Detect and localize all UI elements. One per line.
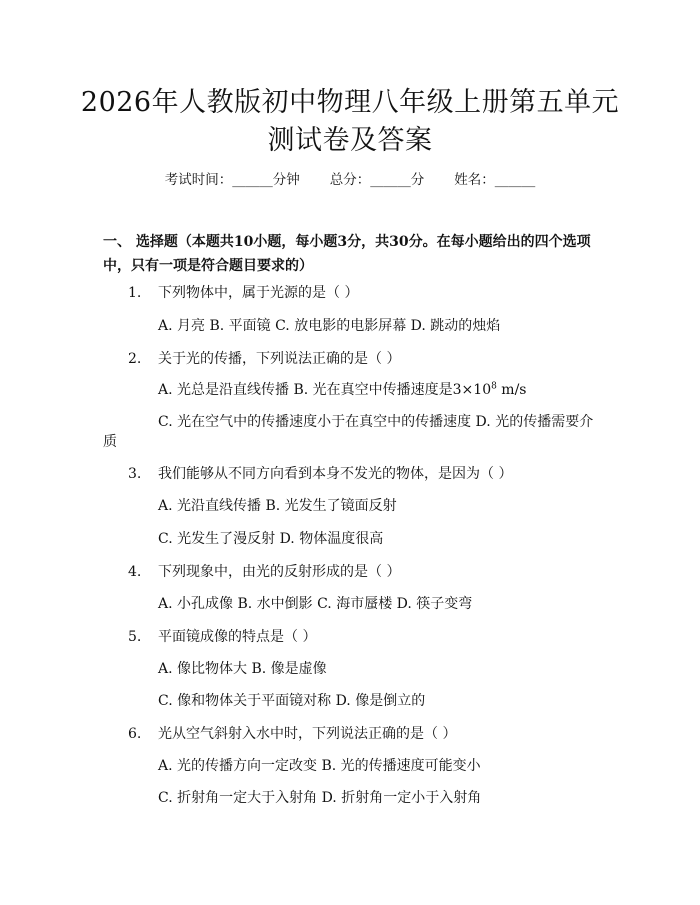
question-number: 4. [128,564,142,580]
student-name: 姓名：______ [454,172,536,188]
question-1-options: A. 月亮 B. 平面镜 C. 放电影的电影屏幕 D. 跳动的烛焰 [158,318,501,334]
question-4 [128,562,400,582]
document-title-line-2: 测试卷及答案 [267,125,433,156]
question-text: 下列物体中，属于光源的是（ ） [158,285,359,301]
question-5 [128,627,316,647]
question-3 [128,464,512,484]
question-number: 3. [128,466,142,482]
question-5-options-ab: A. 像比物体大 B. 像是虚像 [158,661,327,677]
question-5-options-cd: C. 像和物体关于平面镜对称 D. 像是倒立的 [158,693,426,709]
document-title-line-1: 2026年人教版初中物理八年级上册第五单元 [80,87,620,118]
question-text: 平面镜成像的特点是（ ） [158,629,317,645]
question-4-options: A. 小孔成像 B. 水中倒影 C. 海市蜃楼 D. 筷子变弯 [158,596,473,612]
exponent: 8 [491,381,497,392]
question-number: 5. [128,629,142,645]
total-score: 总分：______分 [329,172,425,188]
question-text: 我们能够从不同方向看到本身不发光的物体，是因为（ ） [158,466,513,482]
exam-time: 考试时间：______分钟 [164,172,300,188]
question-6-options-cd: C. 折射角一定大于入射角 D. 折射角一定小于入射角 [158,790,482,806]
option-text: A. 光总是沿直线传播 B. 光在真空中传播速度是3×10 [158,382,492,398]
question-2-options-wrap: 质 [103,434,117,450]
question-number: 1. [128,285,142,301]
question-text: 光从空气斜射入水中时，下列说法正确的是（ ） [158,726,457,742]
question-number: 6. [128,726,142,742]
question-6-options-ab: A. 光的传播方向一定改变 B. 光的传播速度可能变小 [158,758,481,774]
question-6 [128,724,456,744]
question-1 [128,283,358,303]
question-number: 2. [128,351,142,367]
question-3-options-cd: C. 光发生了漫反射 D. 物体温度很高 [158,531,384,547]
question-text: 下列现象中，由光的反射形成的是（ ） [158,564,401,580]
section-heading: 一、 选择题（本题共10小题，每小题3分，共30分。在每小题给出的四个选项中，只有一项是符合题目要求的） [103,234,591,274]
question-text: 关于光的传播，下列说法正确的是（ ） [158,351,401,367]
option-unit: m/s [496,382,527,398]
question-2 [128,349,400,369]
exam-meta [0,168,700,188]
question-3-options-ab: A. 光沿直线传播 B. 光发生了镜面反射 [158,498,397,514]
question-2-options-cd: C. 光在空气中的传播速度小于在真空中的传播速度 D. 光的传播需要介 [158,414,594,430]
question-2-options-ab [158,380,526,400]
